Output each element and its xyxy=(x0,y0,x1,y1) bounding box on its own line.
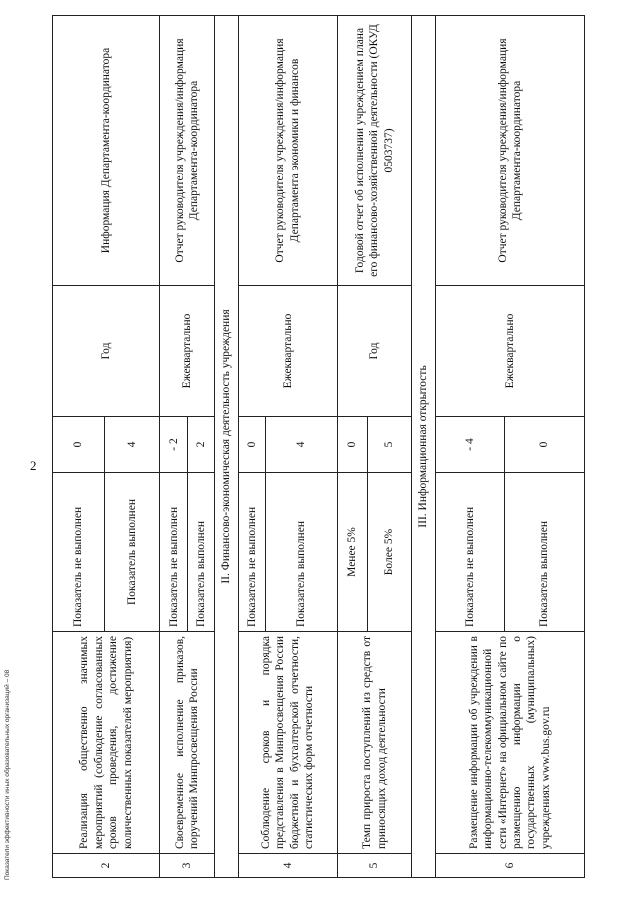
indicator-cell: Показатель выполнен xyxy=(188,473,215,632)
period-cell: Ежеквартально xyxy=(160,286,214,417)
performance-table-rotated xyxy=(52,16,585,878)
indicator-cell: Показатель не выполнен xyxy=(160,473,188,632)
points-cell: 4 xyxy=(266,417,338,473)
criterion-cell: Реализация общественно значимых мероприятий (соблюдение согласованных сроков проведения, достижение количественных показателей мероприятия) xyxy=(53,632,160,854)
row-number: 4 xyxy=(238,854,337,878)
table-row xyxy=(337,16,367,878)
section-title-finance: II. Финансово-экономическая деятельность учреждения xyxy=(214,16,238,878)
period-cell: Год xyxy=(53,286,160,417)
page-number: 2 xyxy=(30,458,37,473)
row-number: 6 xyxy=(436,854,585,878)
period-cell: Ежеквартально xyxy=(238,286,337,417)
indicator-cell: Показатель выполнен xyxy=(266,473,338,632)
points-cell: 0 xyxy=(238,417,266,473)
source-cell: Отчет руководителя учреждения/информация Департамента экономики и финансов xyxy=(238,16,337,286)
points-cell: 2 xyxy=(188,417,215,473)
section-row xyxy=(214,16,238,878)
table-row xyxy=(160,16,188,878)
source-cell: Информация Департамента-координатора xyxy=(53,16,160,286)
indicator-cell: Показатель выполнен xyxy=(105,473,160,632)
criterion-cell: Темп прироста поступлений из средств от приносящих доход деятельности xyxy=(337,632,411,854)
indicator-cell: Показатель не выполнен xyxy=(436,473,505,632)
period-cell: Ежеквартально xyxy=(436,286,585,417)
period-cell: Год xyxy=(337,286,411,417)
row-number: 3 xyxy=(160,854,214,878)
performance-table xyxy=(52,15,585,878)
criterion-cell: Своевременное исполнение приказов, поручений Минпросвещения России xyxy=(160,632,214,854)
points-cell: 0 xyxy=(505,417,585,473)
table-row xyxy=(238,16,266,878)
section-row xyxy=(412,16,436,878)
points-cell: - 4 xyxy=(436,417,505,473)
indicator-cell: Показатель не выполнен xyxy=(53,473,105,632)
indicator-cell: Менее 5% xyxy=(337,473,367,632)
criterion-cell: Соблюдение сроков и порядка представления в Минпросвещения России бюджетной и бухгалтерской отчетности, статистических форм отчетности xyxy=(238,632,337,854)
indicator-cell: Показатель выполнен xyxy=(505,473,585,632)
indicator-cell: Более 5% xyxy=(368,473,412,632)
points-cell: 4 xyxy=(105,417,160,473)
criterion-cell: Размещение информации об учреждении в информационно-телекоммуникационной сети «Интернет» на официальном сайте по размещению информации о государственных (муниципальных) учреждениях www.bus.gov.ru xyxy=(436,632,585,854)
table-row xyxy=(436,16,505,878)
points-cell: 0 xyxy=(337,417,367,473)
points-cell: 5 xyxy=(368,417,412,473)
source-cell: Годовой отчет об исполнении учреждением плана его финансово-хозяйственной деятельности (ОКУД 0503737) xyxy=(337,16,411,286)
table-row xyxy=(53,16,105,878)
footer xyxy=(4,669,26,900)
section-title-openness: III. Информационная открытость xyxy=(412,16,436,878)
source-cell: Отчет руководителя учреждения/информация Департамента-координатора xyxy=(436,16,585,286)
indicator-cell: Показатель не выполнен xyxy=(238,473,266,632)
source-cell: Отчет руководителя учреждения/информация Департамента-координатора xyxy=(160,16,214,286)
footer-text: Показатели эффективности иных образовательных организаций – 08 xyxy=(4,669,11,880)
row-number: 2 xyxy=(53,854,160,878)
points-cell: - 2 xyxy=(160,417,188,473)
row-number: 5 xyxy=(337,854,411,878)
points-cell: 0 xyxy=(53,417,105,473)
